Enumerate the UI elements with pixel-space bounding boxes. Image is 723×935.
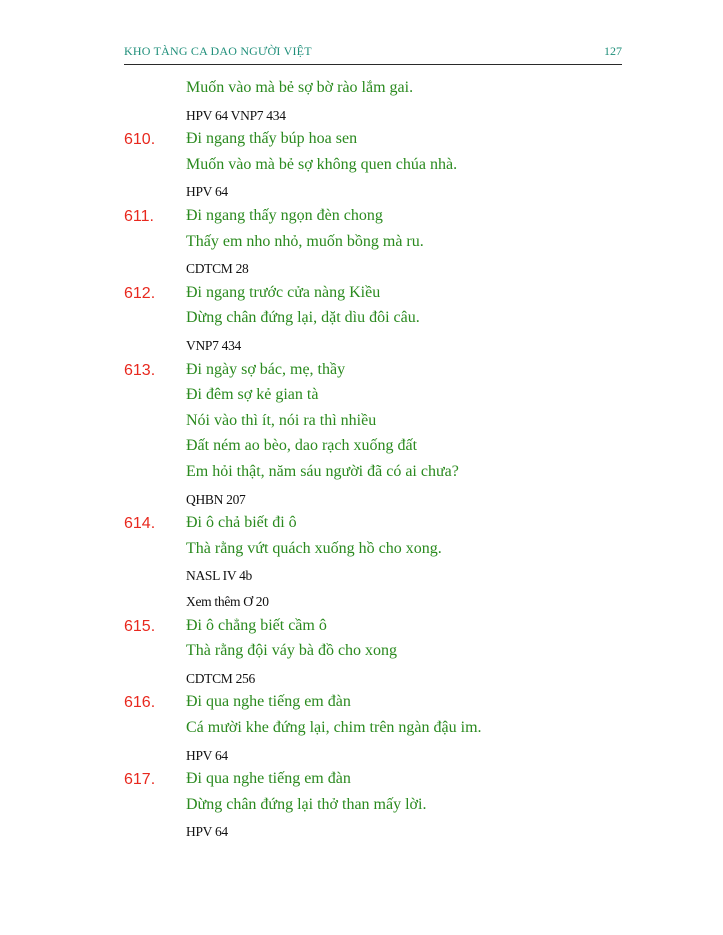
verse-line (0, 361, 723, 385)
verse-line (0, 719, 723, 743)
book-title: KHO TÀNG CA DAO NGƯỜI VIỆT (124, 44, 312, 58)
running-header (124, 44, 622, 65)
verse-text: Đi ngang thấy ngọn đèn chong (186, 207, 383, 224)
entry-number: 612. (124, 284, 156, 302)
source-line (0, 489, 723, 513)
verse-line (0, 770, 723, 794)
source-citation: CDTCM 28 (186, 261, 249, 277)
entry-number: 617. (124, 771, 156, 789)
verse-text: Muốn vào mà bẻ sợ không quen chúa nhà. (186, 155, 458, 173)
source-citation: HPV 64 VNP7 434 (186, 107, 286, 123)
verse-line (0, 617, 723, 641)
verse-text: Muốn vào mà bẻ sợ bờ rào lắm gai. (186, 79, 414, 96)
entry-number: 614. (124, 515, 156, 533)
verse-text: Đi ô chẳng biết cầm ô (186, 616, 327, 634)
verse-line (0, 437, 723, 461)
verse-line (0, 693, 723, 717)
source-citation: VNP7 434 (186, 338, 241, 353)
page-number: 127 (604, 44, 622, 58)
verse-text: Đi qua nghe tiếng em đàn (186, 770, 351, 788)
verse-line (0, 514, 723, 538)
verse-line (0, 233, 723, 257)
source-line (0, 591, 723, 615)
verse-text: Đi qua nghe tiếng em đàn (186, 693, 351, 711)
verse-line (0, 540, 723, 564)
source-citation: NASL IV 4b (186, 568, 253, 584)
verse-text: Thà rằng đội váy bà đồ cho xong (186, 642, 398, 660)
verse-text: Đi ngang trước cửa nàng Kiều (186, 283, 381, 301)
entry-number: 616. (124, 694, 156, 712)
verse-line (0, 156, 723, 180)
verse-text: Nói vào thì ít, nói ra thì nhiều (186, 411, 377, 429)
verse-line (0, 130, 723, 154)
entry-number: 610. (124, 131, 156, 149)
source-line (0, 565, 723, 589)
verse-text: Dừng chân đứng lại thở than mấy lời. (186, 795, 427, 813)
source-line (0, 335, 723, 359)
verse-text: Em hỏi thật, năm sáu người đã có ai chưa? (186, 463, 459, 480)
source-line (0, 258, 723, 282)
source-line (0, 105, 723, 129)
source-citation: HPV 64 (186, 824, 228, 840)
source-citation: HPV 64 (186, 184, 228, 200)
source-citation: CDTCM 256 (186, 670, 255, 686)
source-line (0, 745, 723, 769)
verse-text: Đi ngang thấy búp hoa sen (186, 130, 358, 148)
verse-text: Đất ném ao bèo, dao rạch xuống đất (186, 437, 418, 455)
entry-number: 615. (124, 617, 156, 635)
verse-line (0, 207, 723, 231)
verse-line (0, 284, 723, 308)
entry-number: 613. (124, 361, 156, 379)
source-line (0, 668, 723, 692)
entry-number: 611. (124, 208, 154, 225)
verse-text: Đi ô chả biết đi ô (186, 514, 297, 532)
verse-text: Dừng chân đứng lại, dặt dìu đôi câu. (186, 309, 420, 327)
verse-text: Đi ngày sợ bác, mẹ, thầy (186, 360, 346, 378)
verse-text: Đi đêm sợ kẻ gian tà (186, 386, 319, 404)
verse-line (0, 463, 723, 487)
source-citation: HPV 64 (186, 747, 228, 763)
verse-text: Thấy em nho nhỏ, muốn bồng mà ru. (186, 232, 424, 250)
verse-line (0, 412, 723, 436)
verse-line (0, 79, 723, 103)
verse-line (0, 642, 723, 666)
source-line (0, 181, 723, 205)
verse-line (0, 309, 723, 333)
source-citation: Xem thêm Ơ 20 (186, 594, 269, 609)
verse-text: Cá mười khe đứng lại, chim trên ngàn đậu im. (186, 719, 482, 736)
verse-text: Thà rằng vứt quách xuống hồ cho xong. (186, 539, 442, 557)
source-citation: QHBN 207 (186, 491, 246, 507)
verse-line (0, 796, 723, 820)
source-line (0, 821, 723, 845)
verse-line (0, 386, 723, 410)
